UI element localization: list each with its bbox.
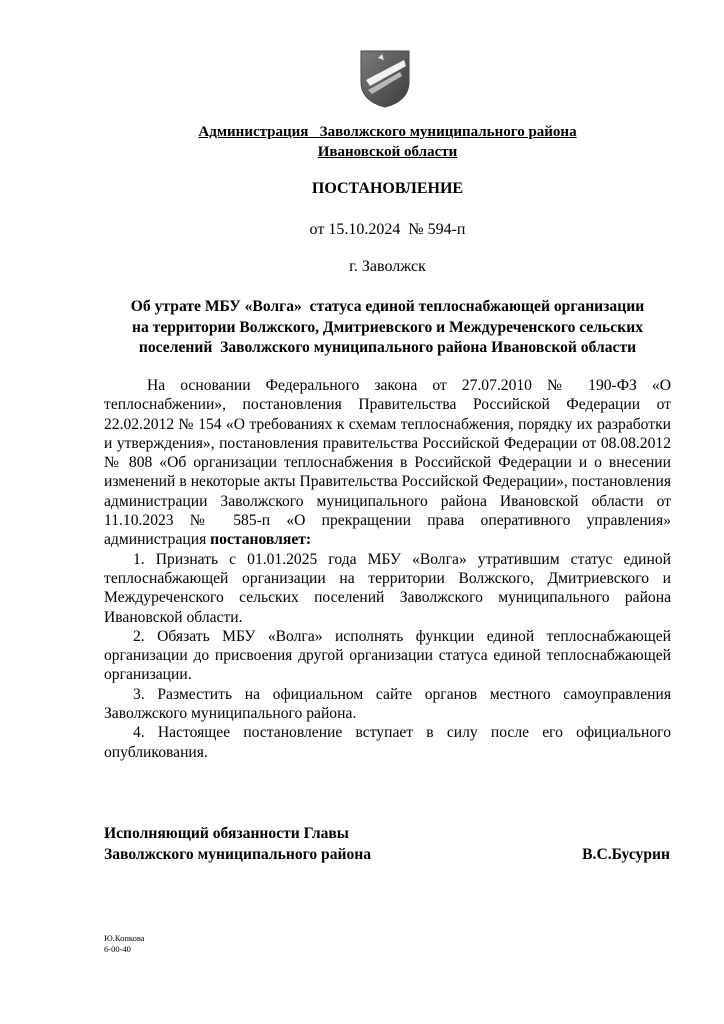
executor-phone: 6-00-40: [104, 944, 131, 954]
resolution-item-2: 2. Обязать МБУ «Волга» исполнять функции единой теплоснабжающей организации до присвоения другой организации статуса единой теплоснабжающей организации.: [104, 627, 671, 684]
document-date-number: от 15.10.2024 № 594-п: [309, 221, 466, 238]
document-body: [104, 376, 671, 762]
organization-name: [100, 122, 675, 162]
signer-position-line-2: Заволжского муниципального района: [104, 846, 372, 863]
subject-line-1: Об утрате МБУ «Волга» статуса единой теплоснабжающей организации: [130, 298, 645, 315]
org-line-1: Администрация Заволжского муниципального района: [198, 124, 577, 140]
coat-of-arms-emblem: [360, 50, 410, 108]
org-line-2: Ивановской области: [317, 144, 458, 160]
preamble-resolution-word: постановляет:: [210, 531, 312, 549]
subject-line-2: на территории Волжского, Дмитриевского и Междуреченского сельских: [131, 318, 643, 336]
signer-position-line-1: Исполняющий обязанности Главы: [104, 825, 349, 842]
signer-name: В.С.Бусурин: [582, 846, 670, 863]
signer-row: [104, 844, 670, 865]
document-city: г. Заволжск: [349, 258, 426, 275]
executor-contact: [104, 933, 145, 955]
signature-block: [104, 823, 670, 865]
preamble-text: На основании Федерального закона от 27.07.2010 № 190-ФЗ «О теплоснабжении», постановления Правительства Российской Федерации от 22.02.2012 № 154 «О требованиях к схемам теплоснабжения, порядку их разработки и утверждения», постановления правительства Российской Федерации от 08.08.2012 № 808 «Об организации теплоснабжения в Российской Федерации и о внесении изменений в некоторые акты Правительства Российской Федерации», постановления администрации Заволжского муниципального района Ивановской области от 11.10.2023 № 585-п «О прекращении права оперативного управления» администрация: [104, 377, 671, 549]
document-type: ПОСТАНОВЛЕНИЕ: [311, 180, 464, 197]
resolution-item-1: 1. Признать с 01.01.2025 года МБУ «Волга» утратившим статус единой теплоснабжающей организации на территории Волжского, Дмитриевского и Междуреченского сельских поселений Заволжского муниципального района Ивановской области.: [104, 550, 671, 626]
resolution-item-4: 4. Настоящее постановление вступает в силу после его официального опубликования.: [104, 724, 671, 761]
resolution-item-3: 3. Разместить на официальном сайте органов местного самоуправления Заволжского муниципального района.: [104, 685, 671, 723]
preamble-paragraph: [104, 376, 671, 550]
document-subject: [100, 297, 675, 359]
executor-name: Ю.Копкова: [104, 933, 145, 943]
subject-line-3: поселений Заволжского муниципального района Ивановской области: [138, 339, 637, 356]
